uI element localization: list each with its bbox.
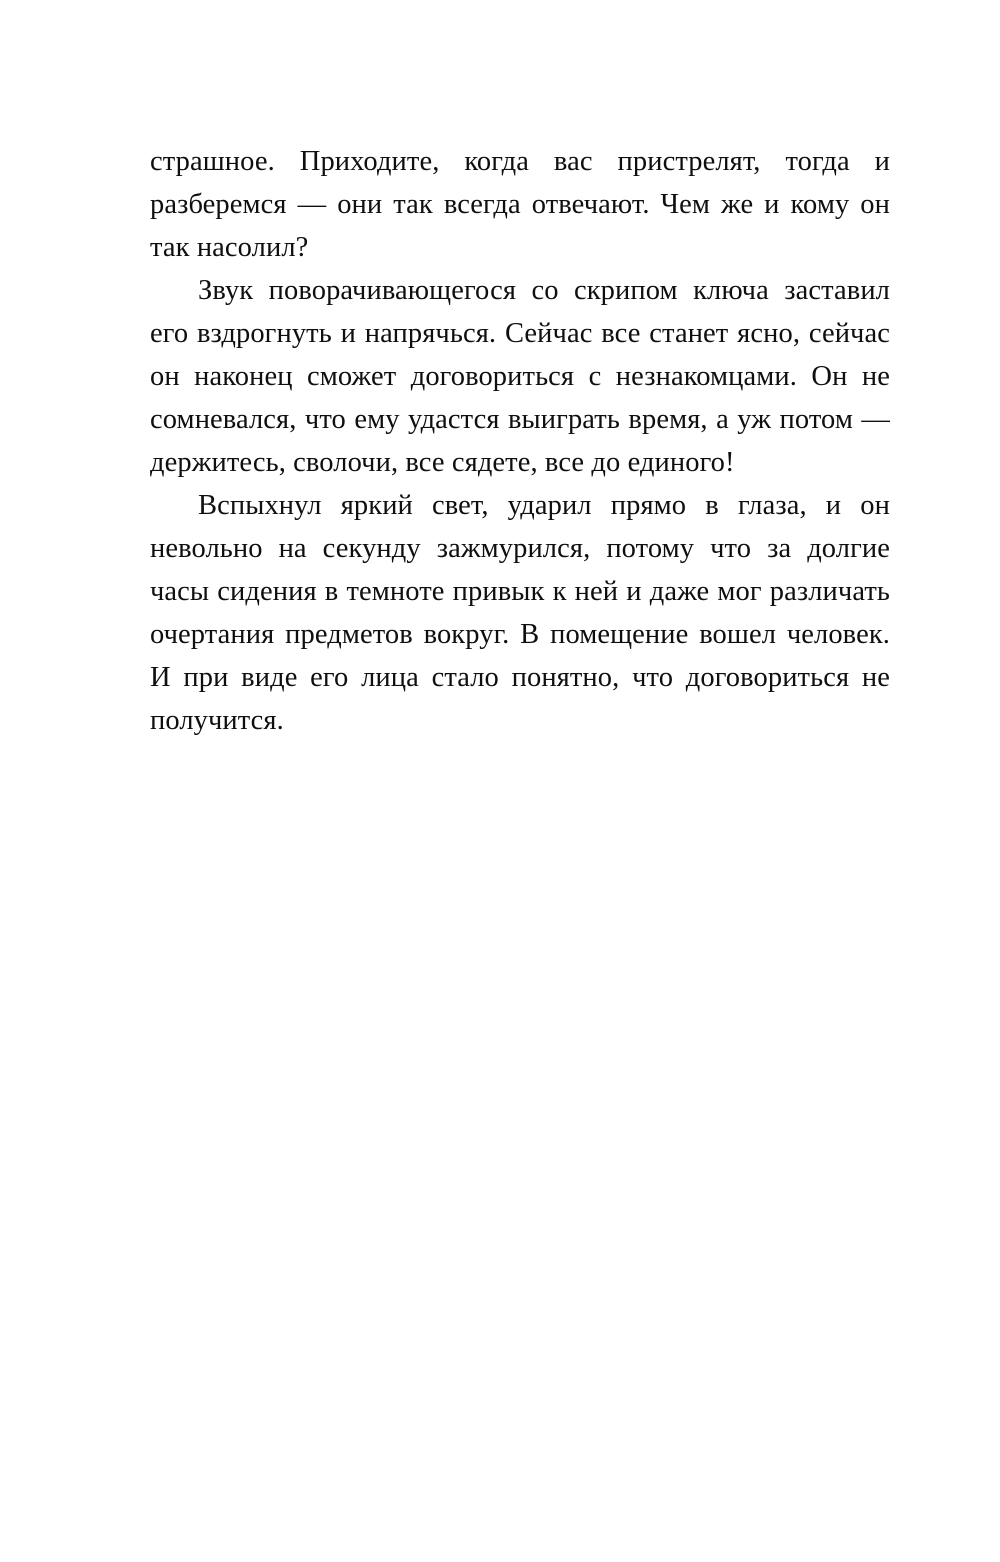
paragraph-2: Звук поворачивающегося со скрипом ключа заставил его вздрогнуть и напрячься. Сейчас все станет ясно, сейчас он наконец сможет договориться с незнакомцами. Он не сомневался, что ему удастся выиграть время, а уж потом — держитесь, сволочи, все сядете, все до единого!: [150, 275, 890, 478]
paragraph-3: Вспыхнул яркий свет, ударил прямо в глаза, и он невольно на секунду зажмурился, потому что за долгие часы сидения в темноте привык к ней и даже мог различать очертания предметов вокруг. В помещение вошел человек. И при виде его лица стало понятно, что договориться не получится.: [150, 490, 890, 736]
page-text-body: [150, 140, 890, 742]
paragraph-1: страшное. Приходите, когда вас пристрелят, тогда и разберемся — они так всегда отвечают. Чем же и кому он так насолил?: [150, 146, 890, 263]
